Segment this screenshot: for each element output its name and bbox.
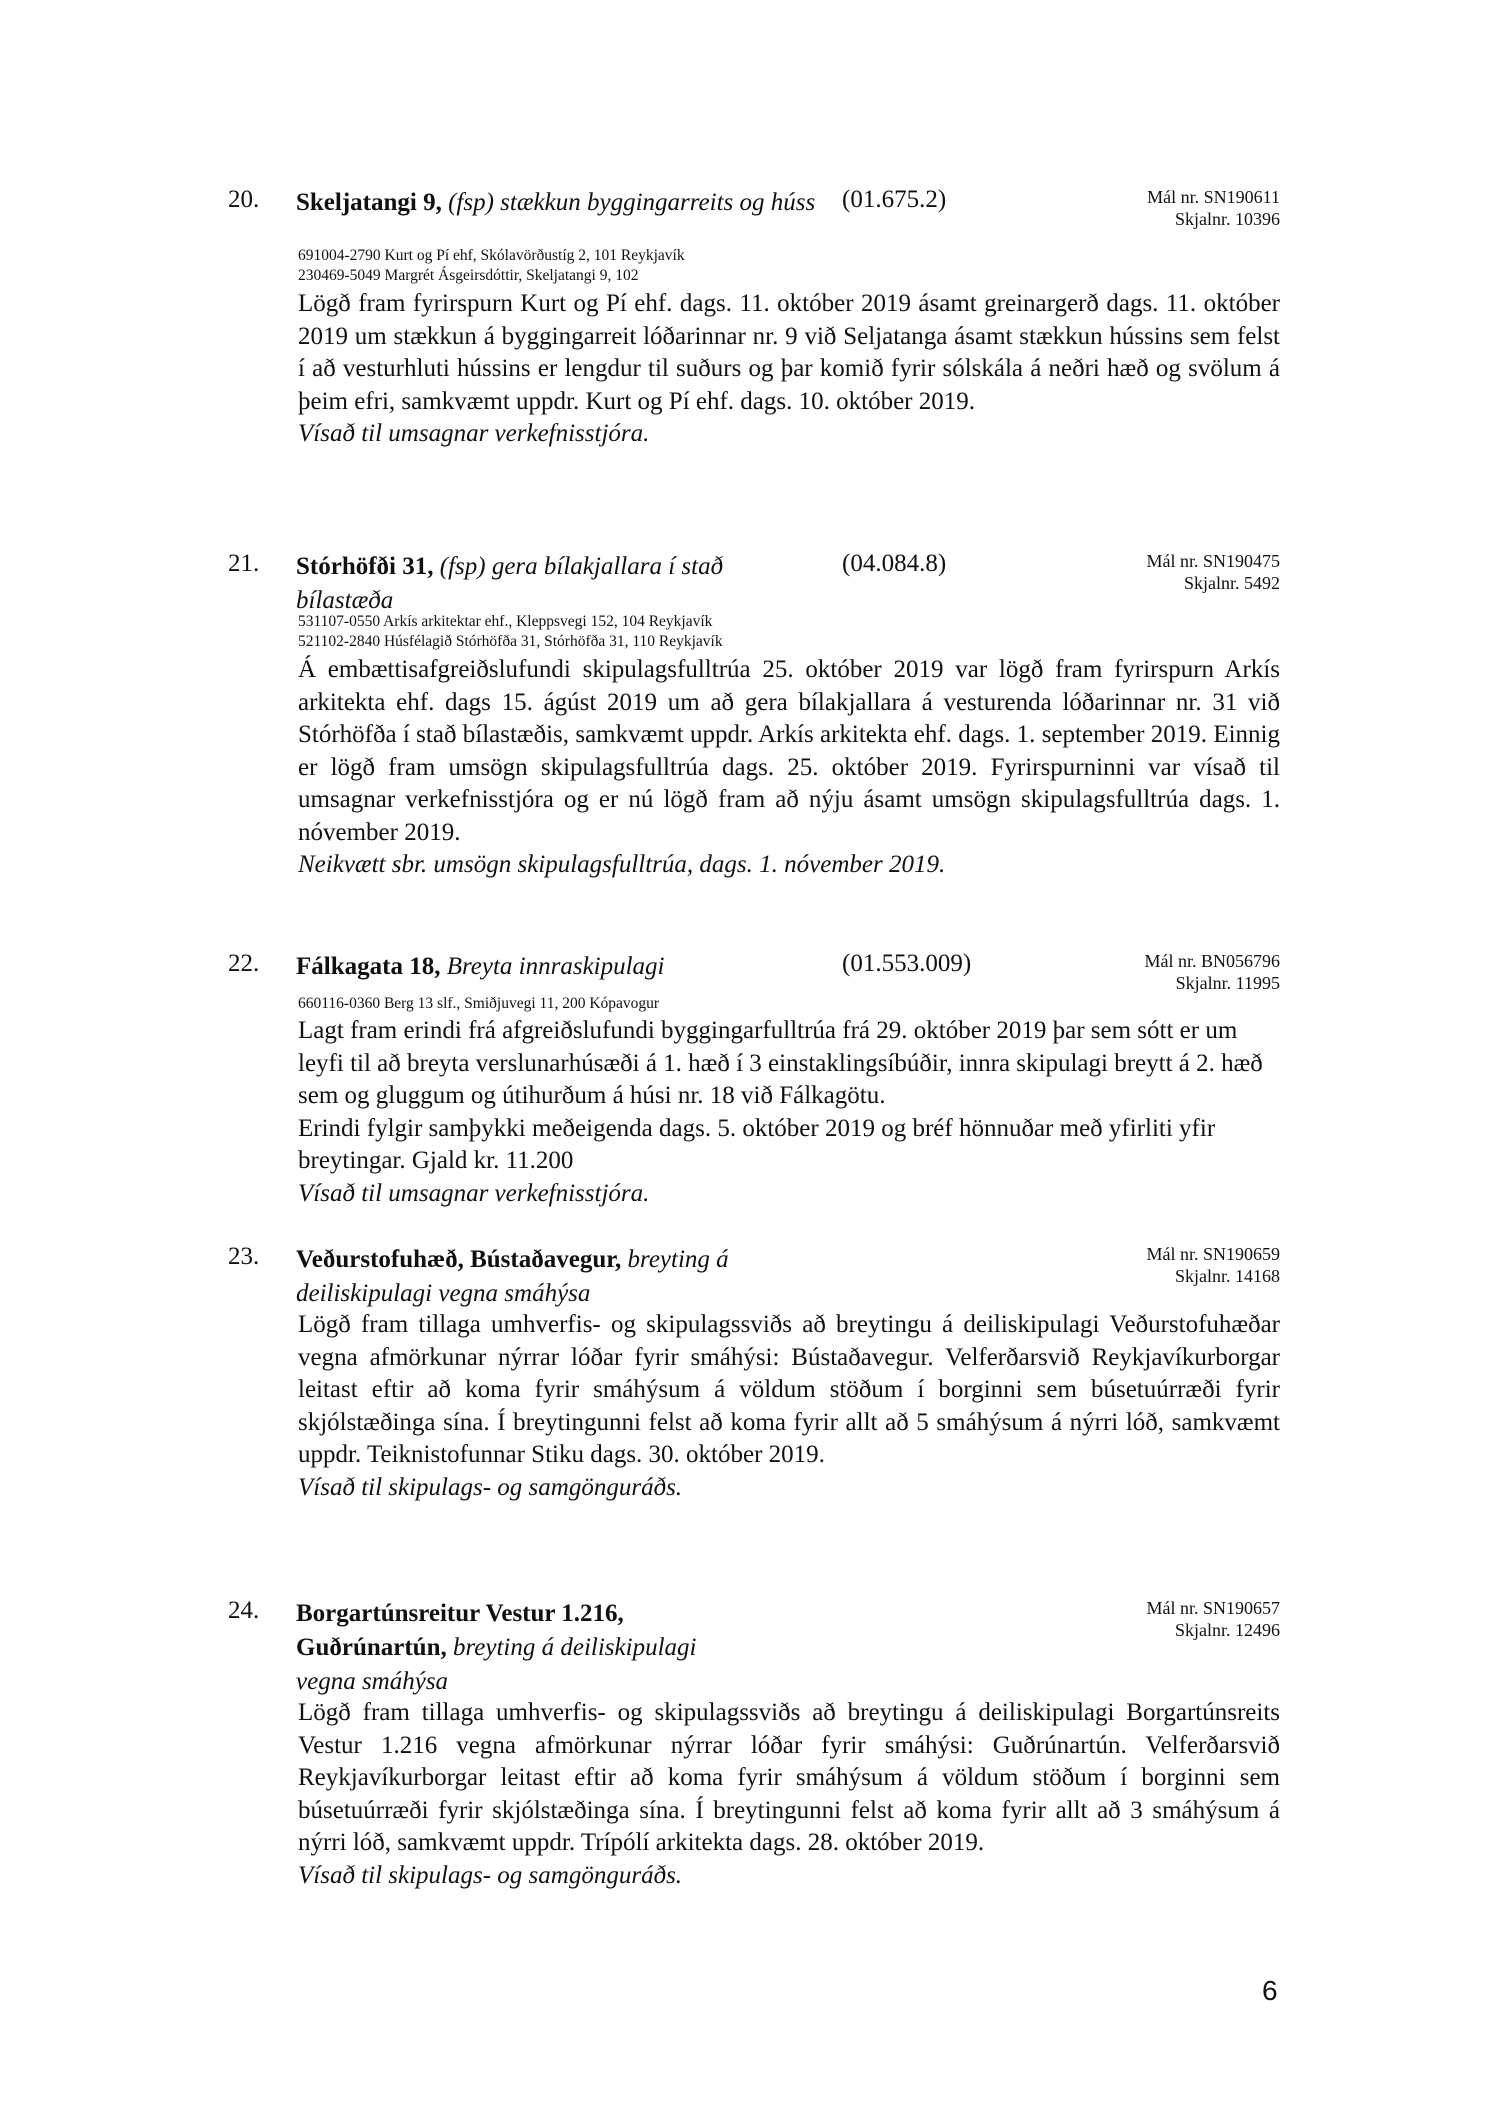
item-decision: Vísað til umsagnar verkefnisstjóra. xyxy=(298,420,650,447)
land-number: (01.675.2) xyxy=(842,186,947,213)
item-title xyxy=(296,1597,896,1699)
case-number: Mál nr. SN190611 xyxy=(1147,187,1280,207)
parties xyxy=(298,246,685,286)
item-text: Lögð fram fyrirspurn Kurt og Pí ehf. dags. 11. október 2019 ásamt greinargerð dags. 11. október 2019 um stækkun á byggingarreit lóðarinnar nr. 9 við Seljatanga ásamt stækkun hússins sem felst í að vesturhluti hússins er lengdur til suðurs og þar komið fyrir sólskála á neðri hæð og svölum á þeim efri, samkvæmt uppdr. Kurt og Pí ehf. dags. 10. október 2019. xyxy=(298,290,1280,415)
item-name: Skeljatangi 9, xyxy=(296,189,442,216)
item-text: Lögð fram tillaga umhverfis- og skipulagssviðs að breytingu á deiliskipulagi Borgartúnsreits Vestur 1.216 vegna afmörkunar nýrrar lóðar fyrir smáhýsi: Guðrúnartún. Velferðarsvið Reykjavíkurborgar leitast eftir að koma fyrir smáhýsum á völdum stöðum í borginni sem búsetuúrræði fyrir skjólstæðinga sína. Í breytingunni felst að koma fyrir allt að 3 smáhýsum á nýrri lóð, samkvæmt uppdr. Trípólí arkitekta dags. 28. október 2019. xyxy=(298,1699,1280,1856)
item-subject: (fsp) gera bílakjallara í stað bílastæða xyxy=(296,553,724,614)
item-title xyxy=(296,950,856,984)
item-title xyxy=(296,1243,816,1311)
party-line: 230469-5049 Margrét Ásgeirsdóttir, Skeljatangi 9, 102 xyxy=(298,267,639,284)
item-name: Veðurstofuhæð, Bústaðavegur, xyxy=(296,1246,622,1273)
case-meta xyxy=(1146,1597,1280,1641)
parties xyxy=(298,612,723,652)
document-number: Skjalnr. 11995 xyxy=(1175,973,1280,993)
item-decision: Vísað til umsagnar verkefnisstjóra. xyxy=(298,1179,650,1207)
item-subject: Breyta innraskipulagi xyxy=(446,953,665,980)
case-meta xyxy=(1144,950,1280,994)
item-subject: breyting á deiliskipulagi vegna smáhýsa xyxy=(296,1246,729,1307)
case-number: Mál nr. BN056796 xyxy=(1144,951,1280,971)
item-number: 24. xyxy=(228,1597,260,1624)
document-number: Skjalnr. 12496 xyxy=(1174,1620,1280,1640)
item-number: 20. xyxy=(228,186,260,213)
item-text-2: Erindi fylgir samþykki meðeigenda dags. 5. október 2019 og bréf hönnuðar með yfirliti yfir breytingar. Gjald kr. 11.200 xyxy=(298,1114,1216,1174)
case-meta xyxy=(1146,1243,1280,1287)
item-body xyxy=(298,1309,1280,1504)
item-text: Lagt fram erindi frá afgreiðslufundi byggingarfulltrúa frá 29. október 2019 þar sem sótt er um leyfi til að breyta verslunarhúsæði á 1. hæð í 3 einstaklingsíbúðir, innra skipulagi breytt á 2. hæð sem og gluggum og útihurðum á húsi nr. 18 við Fálkagötu. xyxy=(298,1017,1263,1109)
item-decision: Vísað til skipulags- og samgönguráðs. xyxy=(298,1473,683,1501)
case-meta xyxy=(1147,186,1280,230)
case-number: Mál nr. SN190475 xyxy=(1146,551,1280,571)
item-subject: breyting á deiliskipulagi xyxy=(452,1634,697,1661)
item-decision: Vísað til skipulags- og samgönguráðs. xyxy=(298,1861,683,1889)
item-body xyxy=(298,1697,1280,1892)
document-number: Skjalnr. 14168 xyxy=(1174,1266,1280,1286)
party-line: 521102-2840 Húsfélagið Stórhöfða 31, Stórhöfða 31, 110 Reykjavík xyxy=(298,633,723,650)
party-line: 660116-0360 Berg 13 slf., Smiðjuvegi 11, 200 Kópavogur xyxy=(298,995,660,1012)
document-number: Skjalnr. 5492 xyxy=(1183,573,1280,593)
land-number: (04.084.8) xyxy=(842,550,947,577)
item-body xyxy=(298,1015,1280,1210)
case-number: Mál nr. SN190657 xyxy=(1146,1598,1280,1618)
item-subject-2: vegna smáhýsa xyxy=(296,1668,449,1695)
item-subject: (fsp) stækkun byggingarreits og húss xyxy=(448,189,816,216)
item-name: Fálkagata 18, xyxy=(296,953,441,980)
party-line: 531107-0550 Arkís arkitektar ehf., Kleppsvegi 152, 104 Reykjavík xyxy=(298,613,713,630)
item-number: 22. xyxy=(228,950,260,977)
item-title xyxy=(296,186,856,220)
item-body xyxy=(298,654,1280,882)
case-number: Mál nr. SN190659 xyxy=(1146,1244,1280,1264)
item-decision: Neikvætt sbr. umsögn skipulagsfulltrúa, dags. 1. nóvember 2019. xyxy=(298,851,946,878)
item-text: Á embættisafgreiðslufundi skipulagsfulltrúa 25. október 2019 var lögð fram fyrirspurn Arkís arkitekta ehf. dags 15. ágúst 2019 um að gera bílakjallara á vesturenda lóðarinnar nr. 31 við Stórhöfða í stað bílastæðis, samkvæmt uppdr. Arkís arkitekta ehf. dags. 1. september 2019. Einnig er lögð fram umsögn skipulagsfulltrúa dags. 25. október 2019. Fyrirspurninni var vísað til umsagnar verkefnisstjóra og er nú lögð fram að nýju ásamt umsögn skipulagsfulltrúa dags. 1. nóvember 2019. xyxy=(298,656,1280,846)
land-number: (01.553.009) xyxy=(842,950,972,977)
page-number: 6 xyxy=(1262,1975,1278,2006)
item-name: Borgartúnsreitur Vestur 1.216, xyxy=(296,1600,624,1627)
item-name: Stórhöfði 31, xyxy=(296,553,434,580)
item-number: 23. xyxy=(228,1243,260,1270)
item-number: 21. xyxy=(228,550,260,577)
parties xyxy=(298,994,659,1014)
document-number: Skjalnr. 10396 xyxy=(1174,209,1280,229)
item-body xyxy=(298,288,1280,451)
item-text: Lögð fram tillaga umhverfis- og skipulagssviðs að breytingu á deiliskipulagi Veðurstofuhæðar vegna afmörkunar nýrrar lóðar fyrir smáhýsi: Bústaðavegur. Velferðarsvið Reykjavíkurborgar leitast eftir að koma fyrir smáhýsum á völdum stöðum í borginni sem búsetuúrræði fyrir skjólstæðinga sína. Í breytingunni felst að koma fyrir allt að 5 smáhýsum á nýrri lóð, samkvæmt uppdr. Teiknistofunnar Stiku dags. 30. október 2019. xyxy=(298,1311,1280,1468)
party-line: 691004-2790 Kurt og Pí ehf, Skólavörðustíg 2, 101 Reykjavík xyxy=(298,247,685,264)
item-name-2: Guðrúnartún, xyxy=(296,1634,447,1661)
case-meta xyxy=(1146,550,1280,594)
item-title xyxy=(296,550,816,618)
